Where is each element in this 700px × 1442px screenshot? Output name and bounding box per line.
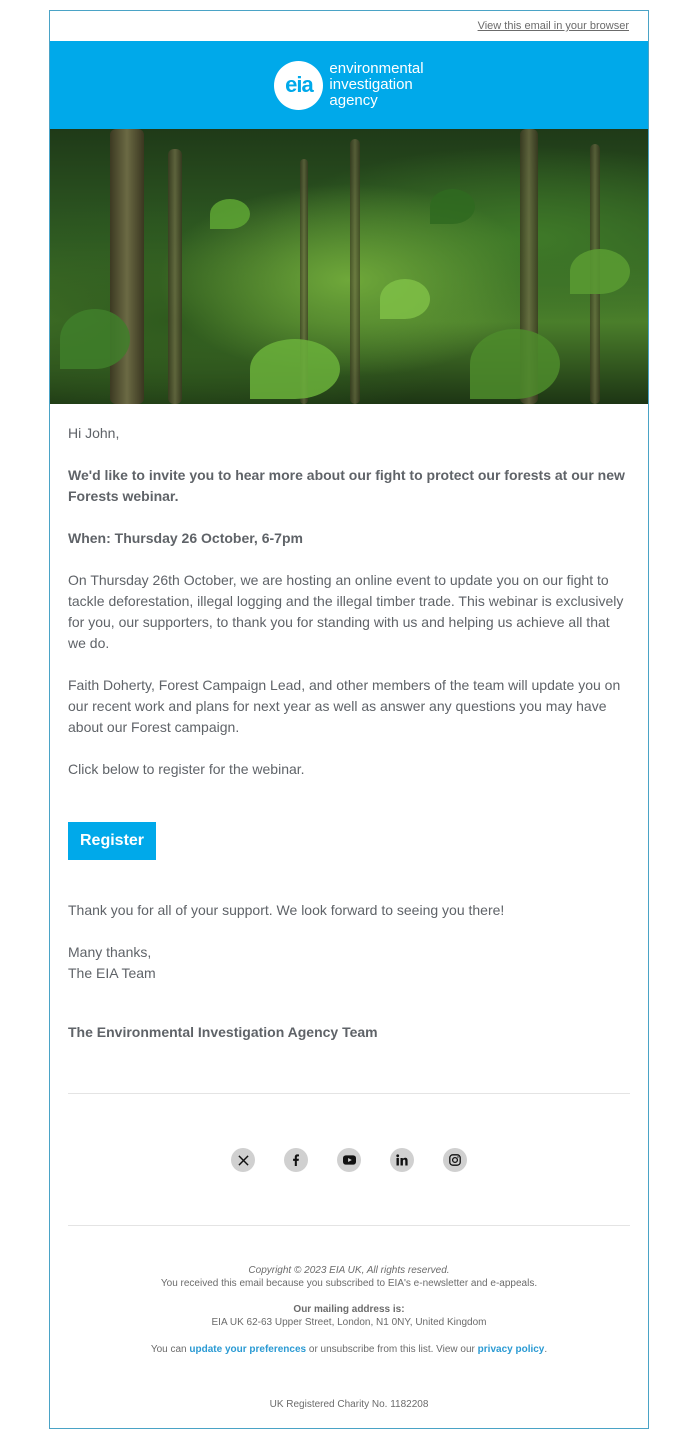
privacy-policy-link[interactable]: privacy policy [477, 1344, 545, 1355]
thanks-text: Thank you for all of your support. We look forward to seeing you there! [68, 902, 505, 918]
hero-rainforest-image [50, 129, 648, 404]
eia-logo-text [329, 61, 423, 109]
register-prompt: Click below to register for the webinar. [68, 761, 305, 777]
team-name: The Environmental Investigation Agency Team [68, 1024, 378, 1040]
facebook-icon[interactable] [284, 1148, 308, 1172]
social-links [50, 1094, 648, 1225]
view-in-browser-link[interactable]: View this email in your browser [477, 20, 629, 32]
event-description: On Thursday 26th October, we are hosting an online event to update you on our fight to tackle deforestation, illegal logging and the illegal timber trade. This webinar is exclusively for you, our supporters, to thank you for standing with us and helping us achieve all that we do. [68, 572, 624, 651]
email-container [49, 10, 649, 1429]
mailing-address: EIA UK 62-63 Upper Street, London, N1 0NY, United Kingdom [211, 1317, 487, 1328]
copyright-text: Copyright © 2023 EIA UK, All rights reserved. [248, 1265, 450, 1276]
eia-logo-mark: eia [274, 61, 323, 110]
greeting: Hi John, [68, 425, 120, 441]
email-footer [50, 1226, 648, 1411]
signoff-line: Many thanks, [68, 944, 152, 960]
preferences-line: You can update your preferences or unsubscribe from this list. View our privacy policy. [150, 1344, 548, 1355]
logo-line: environmental [329, 60, 424, 77]
logo-line: investigation [329, 76, 413, 93]
x-icon[interactable] [231, 1148, 255, 1172]
instagram-icon[interactable] [443, 1148, 467, 1172]
youtube-icon[interactable] [337, 1148, 361, 1172]
email-body [50, 423, 648, 1043]
email-header [50, 41, 648, 129]
update-preferences-link[interactable]: update your preferences [189, 1344, 307, 1355]
intro-text: We'd like to invite you to hear more about our fight to protect our forests at our new Forests webinar. [68, 467, 625, 504]
logo-line: agency [329, 92, 378, 109]
charity-number: UK Registered Charity No. 1182208 [269, 1399, 429, 1410]
subscription-reason: You received this email because you subscribed to EIA's e-newsletter and e-appeals. [160, 1278, 538, 1289]
preheader [50, 11, 648, 41]
eia-logo[interactable] [274, 61, 423, 110]
register-button[interactable]: Register [68, 822, 156, 860]
event-details: Faith Doherty, Forest Campaign Lead, and other members of the team will update you on our recent work and plans for next year as well as answer any questions you may have about our Forest campaign. [68, 677, 621, 735]
signoff-team: The EIA Team [68, 965, 156, 981]
linkedin-icon[interactable] [390, 1148, 414, 1172]
mailing-address-label: Our mailing address is: [293, 1304, 405, 1315]
event-when: When: Thursday 26 October, 6-7pm [68, 530, 303, 546]
